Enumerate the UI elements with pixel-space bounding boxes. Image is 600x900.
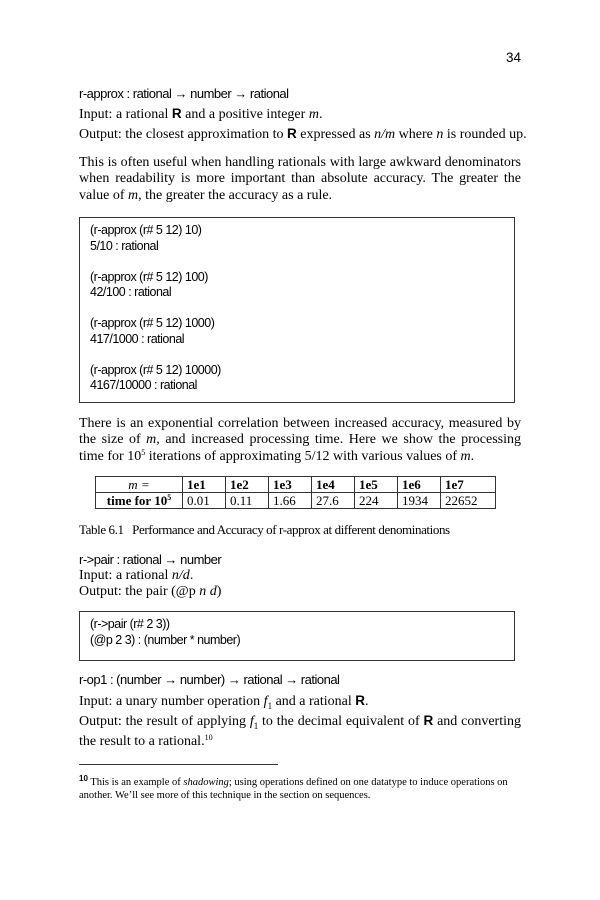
code-call: (r->pair (r# 2 3)) [90,617,170,631]
rational-symbol: R [171,106,182,121]
input-text: . [189,568,194,583]
variable: n d [199,584,217,599]
table-cell: 1934 [398,493,441,509]
r-approx-input [79,106,322,123]
input-text: . [365,694,369,709]
variable: n [436,127,444,142]
r-approx-description [79,155,521,204]
footnote-reference[interactable]: 10 [204,733,213,743]
output-text: to the decimal equivalent of [258,714,424,729]
output-text: Output: the pair (@p [79,584,200,599]
output-text: expressed as [296,127,375,142]
variable: f [263,694,268,709]
input-text: . [318,107,323,122]
table-cell: 22652 [441,493,496,509]
code-result: 417/1000 : rational [90,331,185,346]
paragraph-text: iterations of approximating 5/12 with various values of [145,448,461,464]
code-result: (@p 2 3) : (number * number) [90,632,241,647]
r-approx-signature: r-approx : rational → number → rational [79,86,289,101]
code-result: 5/10 : rational [90,238,159,253]
paragraph-text: . [470,448,475,464]
variable: m [127,187,139,203]
rational-symbol: R [355,693,365,708]
r-approx-output [79,126,527,143]
m-label: m = [128,477,150,492]
input-text: Input: a rational [79,568,172,583]
paragraph-text: , and increased processing time. Here we show the processing time for 10 [79,432,522,464]
code-result: 4167/10000 : rational [90,378,197,392]
variable: m [460,448,471,464]
code-call: (r-approx (r# 5 12) 1000) [90,316,215,330]
table-header-cell: 1e5 [355,477,398,493]
row-label-text: time for 10 [106,493,168,508]
footnote-text: This is an example of [87,777,184,788]
output-text: Output: the closest approximation to [79,127,288,142]
rational-symbol: R [287,126,297,141]
footnote-emphasis: shadowing [183,777,229,788]
superscript: 5 [141,447,146,457]
footnote-divider [79,764,278,765]
performance-table [95,476,496,509]
footnote-text: ; using operations defined on one datatype to induce operations on another. We’ll see more of this technique in the section on sequences. [79,777,508,801]
table-header-cell: 1e1 [183,477,226,493]
footnote-number: 10 [79,774,88,783]
table-cell: 0.01 [183,493,226,509]
r-op1-output [79,713,521,750]
table-header-row [96,477,496,493]
code-call: (r-approx (r# 5 12) 10) [90,223,202,237]
table-cell: 27.6 [312,493,355,509]
input-text: and a positive integer [181,107,309,122]
r-op1-input [79,693,369,711]
r-pair-signature: r->pair : rational → number [79,552,222,567]
variable: f [249,714,254,729]
output-text: Output: the result of applying [79,714,250,729]
table-header-label [96,477,183,493]
input-text: Input: a rational [79,107,172,122]
subscript: 1 [253,720,259,731]
performance-description [79,416,521,465]
table-cell: 0.11 [226,493,269,509]
output-text: ) [216,584,222,599]
table-caption: Table 6.1 Performance and Accuracy of r-approx at different denominations [79,522,450,537]
variable: m [308,107,319,122]
output-text: is rounded up. [443,127,527,142]
table-header-cell: 1e2 [226,477,269,493]
table-header-cell: 1e7 [441,477,496,493]
paragraph-text: , the greater the accuracy as a rule. [138,187,333,203]
table-header-cell: 1e6 [398,477,441,493]
table-header-cell: 1e4 [312,477,355,493]
code-call: (r-approx (r# 5 12) 10000) [90,362,221,377]
r-pair-code-example [79,611,515,661]
input-text: and a rational [272,694,356,709]
variable: n/d [171,568,190,583]
output-text: and converting the result to a rational. [79,714,521,750]
code-result: 42/100 : rational [90,285,172,299]
rational-symbol: R [423,713,434,728]
input-text: Input: a unary number operation [79,694,264,709]
paragraph-text: This is often useful when handling rationals with large awkward denominators when readability is more important than absolute accuracy. The greater the value of [79,155,521,203]
paragraph-text: There is an exponential correlation between increased accuracy, measured by the size of [79,416,521,448]
subscript: 1 [267,700,273,711]
output-text: where [395,127,437,142]
r-pair-output [79,584,221,600]
variable: n/m [374,127,396,142]
table-row-label [96,493,183,509]
table-cell: 1.66 [269,493,312,509]
r-pair-input [79,568,193,584]
page-number: 34 [506,50,522,65]
code-call: (r-approx (r# 5 12) 100) [90,269,208,284]
footnote [79,772,524,802]
table-row [96,493,496,509]
table-cell: 224 [355,493,398,509]
table-header-cell: 1e3 [269,477,312,493]
r-op1-signature: r-op1 : (number → number) → rational → rational [79,672,340,687]
variable: m [146,432,157,448]
r-approx-code-example [79,217,515,403]
superscript: 5 [167,493,172,502]
